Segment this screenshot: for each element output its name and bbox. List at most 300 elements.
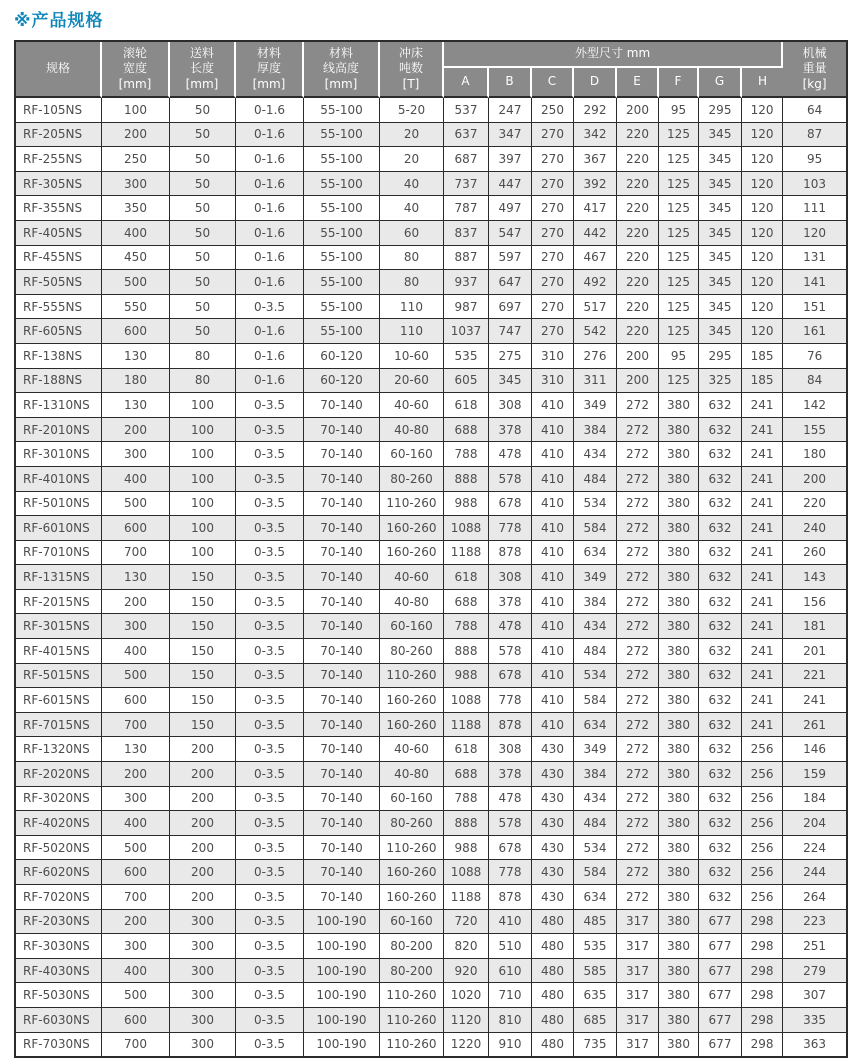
table-cell: 298 bbox=[742, 959, 783, 984]
table-cell: 430 bbox=[532, 885, 574, 910]
table-cell: 272 bbox=[617, 541, 659, 566]
table-cell: 250 bbox=[532, 98, 574, 123]
table-cell: 256 bbox=[742, 811, 783, 836]
table-cell: 0-3.5 bbox=[236, 860, 304, 885]
table-cell: 80-200 bbox=[380, 934, 444, 959]
table-cell: 480 bbox=[532, 983, 574, 1008]
table-cell: 585 bbox=[574, 959, 617, 984]
table-cell: 300 bbox=[170, 1008, 236, 1033]
table-cell: 125 bbox=[659, 246, 699, 271]
table-cell: 467 bbox=[574, 246, 617, 271]
table-cell: 810 bbox=[489, 1008, 532, 1033]
table-cell: 1088 bbox=[444, 516, 489, 541]
table-cell: 788 bbox=[444, 614, 489, 639]
spec-cell: RF-455NS bbox=[16, 246, 102, 271]
table-cell: 534 bbox=[574, 664, 617, 689]
table-cell: 260 bbox=[783, 541, 846, 566]
table-cell: 550 bbox=[102, 295, 170, 320]
table-cell: 220 bbox=[617, 295, 659, 320]
table-cell: 378 bbox=[489, 762, 532, 787]
table-cell: 300 bbox=[170, 983, 236, 1008]
table-cell: 410 bbox=[489, 910, 532, 935]
table-cell: 380 bbox=[659, 1033, 699, 1057]
table-cell: 270 bbox=[532, 172, 574, 197]
table-cell: 632 bbox=[699, 688, 742, 713]
table-cell: 647 bbox=[489, 270, 532, 295]
table-cell: 380 bbox=[659, 442, 699, 467]
table-cell: 0-3.5 bbox=[236, 737, 304, 762]
table-cell: 100-190 bbox=[304, 1008, 380, 1033]
table-row bbox=[16, 836, 846, 861]
table-cell: 300 bbox=[102, 442, 170, 467]
table-cell: 345 bbox=[489, 369, 532, 394]
table-cell: 400 bbox=[102, 639, 170, 664]
table-cell: 878 bbox=[489, 885, 532, 910]
table-cell: 272 bbox=[617, 639, 659, 664]
table-cell: 0-1.6 bbox=[236, 98, 304, 123]
table-row bbox=[16, 959, 846, 984]
table-cell: 380 bbox=[659, 1008, 699, 1033]
table-cell: 103 bbox=[783, 172, 846, 197]
table-cell: 70-140 bbox=[304, 664, 380, 689]
spec-cell: RF-505NS bbox=[16, 270, 102, 295]
table-cell: 60-160 bbox=[380, 787, 444, 812]
table-cell: 410 bbox=[532, 713, 574, 738]
table-cell: 349 bbox=[574, 737, 617, 762]
table-cell: 888 bbox=[444, 811, 489, 836]
table-cell: 380 bbox=[659, 541, 699, 566]
table-cell: 270 bbox=[532, 270, 574, 295]
table-cell: 272 bbox=[617, 393, 659, 418]
table-cell: 0-3.5 bbox=[236, 1033, 304, 1057]
table-cell: 1088 bbox=[444, 860, 489, 885]
table-cell: 95 bbox=[659, 344, 699, 369]
table-cell: 410 bbox=[532, 590, 574, 615]
table-cell: 270 bbox=[532, 196, 574, 221]
table-cell: 70-140 bbox=[304, 836, 380, 861]
table-cell: 632 bbox=[699, 811, 742, 836]
table-cell: 130 bbox=[102, 737, 170, 762]
table-cell: 410 bbox=[532, 418, 574, 443]
table-cell: 120 bbox=[742, 196, 783, 221]
table-cell: 632 bbox=[699, 713, 742, 738]
table-cell: 270 bbox=[532, 147, 574, 172]
table-cell: 70-140 bbox=[304, 590, 380, 615]
table-cell: 0-3.5 bbox=[236, 541, 304, 566]
table-cell: 200 bbox=[102, 418, 170, 443]
table-cell: 0-3.5 bbox=[236, 983, 304, 1008]
table-cell: 380 bbox=[659, 393, 699, 418]
table-cell: 272 bbox=[617, 836, 659, 861]
table-cell: 0-3.5 bbox=[236, 713, 304, 738]
table-cell: 380 bbox=[659, 590, 699, 615]
table-cell: 380 bbox=[659, 688, 699, 713]
spec-cell: RF-7020NS bbox=[16, 885, 102, 910]
table-cell: 788 bbox=[444, 442, 489, 467]
spec-cell: RF-4020NS bbox=[16, 811, 102, 836]
table-cell: 400 bbox=[102, 221, 170, 246]
table-cell: 677 bbox=[699, 934, 742, 959]
table-cell: 120 bbox=[742, 295, 783, 320]
table-cell: 380 bbox=[659, 467, 699, 492]
table-cell: 688 bbox=[444, 590, 489, 615]
table-cell: 95 bbox=[783, 147, 846, 172]
table-cell: 70-140 bbox=[304, 885, 380, 910]
table-cell: 345 bbox=[699, 196, 742, 221]
table-cell: 40-80 bbox=[380, 762, 444, 787]
table-cell: 0-3.5 bbox=[236, 885, 304, 910]
table-cell: 478 bbox=[489, 614, 532, 639]
table-cell: 50 bbox=[170, 295, 236, 320]
table-cell: 400 bbox=[102, 467, 170, 492]
table-cell: 241 bbox=[742, 688, 783, 713]
spec-cell: RF-355NS bbox=[16, 196, 102, 221]
table-cell: 156 bbox=[783, 590, 846, 615]
table-row bbox=[16, 516, 846, 541]
table-row bbox=[16, 737, 846, 762]
spec-cell: RF-605NS bbox=[16, 319, 102, 344]
header-cell-dim-a: A bbox=[444, 68, 489, 98]
table-cell: 220 bbox=[617, 196, 659, 221]
table-row bbox=[16, 590, 846, 615]
table-cell: 534 bbox=[574, 492, 617, 517]
table-cell: 0-1.6 bbox=[236, 221, 304, 246]
table-cell: 200 bbox=[617, 344, 659, 369]
table-cell: 888 bbox=[444, 467, 489, 492]
table-cell: 430 bbox=[532, 762, 574, 787]
table-cell: 270 bbox=[532, 246, 574, 271]
table-cell: 272 bbox=[617, 787, 659, 812]
table-cell: 410 bbox=[532, 565, 574, 590]
table-cell: 380 bbox=[659, 934, 699, 959]
table-cell: 223 bbox=[783, 910, 846, 935]
table-cell: 430 bbox=[532, 860, 574, 885]
table-cell: 40-60 bbox=[380, 393, 444, 418]
table-cell: 150 bbox=[170, 639, 236, 664]
table-row bbox=[16, 295, 846, 320]
table-cell: 159 bbox=[783, 762, 846, 787]
table-cell: 200 bbox=[170, 885, 236, 910]
product-spec-table bbox=[14, 40, 848, 1058]
table-cell: 700 bbox=[102, 713, 170, 738]
table-cell: 70-140 bbox=[304, 688, 380, 713]
table-cell: 0-1.6 bbox=[236, 123, 304, 148]
table-cell: 578 bbox=[489, 467, 532, 492]
spec-cell: RF-1315NS bbox=[16, 565, 102, 590]
table-cell: 185 bbox=[742, 369, 783, 394]
table-cell: 241 bbox=[742, 418, 783, 443]
table-cell: 0-3.5 bbox=[236, 1008, 304, 1033]
table-row bbox=[16, 664, 846, 689]
table-cell: 272 bbox=[617, 418, 659, 443]
table-cell: 600 bbox=[102, 860, 170, 885]
spec-cell: RF-3010NS bbox=[16, 442, 102, 467]
table-cell: 110 bbox=[380, 295, 444, 320]
table-cell: 80 bbox=[380, 270, 444, 295]
table-cell: 201 bbox=[783, 639, 846, 664]
table-cell: 50 bbox=[170, 172, 236, 197]
table-cell: 380 bbox=[659, 614, 699, 639]
table-cell: 224 bbox=[783, 836, 846, 861]
table-cell: 1120 bbox=[444, 1008, 489, 1033]
table-cell: 110-260 bbox=[380, 492, 444, 517]
table-cell: 380 bbox=[659, 811, 699, 836]
table-cell: 50 bbox=[170, 196, 236, 221]
table-cell: 300 bbox=[170, 959, 236, 984]
table-cell: 632 bbox=[699, 541, 742, 566]
table-cell: 100 bbox=[170, 492, 236, 517]
table-cell: 1088 bbox=[444, 688, 489, 713]
table-cell: 0-3.5 bbox=[236, 910, 304, 935]
table-cell: 256 bbox=[742, 860, 783, 885]
table-cell: 632 bbox=[699, 492, 742, 517]
table-cell: 160-260 bbox=[380, 541, 444, 566]
table-cell: 272 bbox=[617, 713, 659, 738]
header-cell-dim-c: C bbox=[532, 68, 574, 98]
table-cell: 200 bbox=[170, 737, 236, 762]
table-cell: 241 bbox=[742, 713, 783, 738]
table-cell: 632 bbox=[699, 418, 742, 443]
table-cell: 677 bbox=[699, 1033, 742, 1057]
table-cell: 256 bbox=[742, 885, 783, 910]
table-cell: 272 bbox=[617, 860, 659, 885]
table-cell: 70-140 bbox=[304, 787, 380, 812]
table-cell: 400 bbox=[102, 811, 170, 836]
table-cell: 241 bbox=[742, 541, 783, 566]
table-cell: 50 bbox=[170, 147, 236, 172]
table-cell: 392 bbox=[574, 172, 617, 197]
table-cell: 0-1.6 bbox=[236, 147, 304, 172]
table-cell: 110-260 bbox=[380, 1033, 444, 1057]
table-cell: 987 bbox=[444, 295, 489, 320]
table-cell: 632 bbox=[699, 737, 742, 762]
table-cell: 737 bbox=[444, 172, 489, 197]
table-cell: 510 bbox=[489, 934, 532, 959]
table-cell: 720 bbox=[444, 910, 489, 935]
spec-cell: RF-105NS bbox=[16, 98, 102, 123]
table-cell: 778 bbox=[489, 860, 532, 885]
table-cell: 241 bbox=[742, 639, 783, 664]
table-cell: 244 bbox=[783, 860, 846, 885]
table-cell: 220 bbox=[617, 221, 659, 246]
table-cell: 55-100 bbox=[304, 147, 380, 172]
table-cell: 345 bbox=[699, 270, 742, 295]
table-row bbox=[16, 369, 846, 394]
table-cell: 787 bbox=[444, 196, 489, 221]
table-cell: 584 bbox=[574, 688, 617, 713]
table-cell: 0-1.6 bbox=[236, 369, 304, 394]
table-cell: 125 bbox=[659, 147, 699, 172]
table-cell: 678 bbox=[489, 664, 532, 689]
spec-cell: RF-188NS bbox=[16, 369, 102, 394]
table-row bbox=[16, 713, 846, 738]
table-row bbox=[16, 811, 846, 836]
table-cell: 637 bbox=[444, 123, 489, 148]
table-cell: 605 bbox=[444, 369, 489, 394]
table-cell: 300 bbox=[102, 934, 170, 959]
table-cell: 492 bbox=[574, 270, 617, 295]
table-cell: 307 bbox=[783, 983, 846, 1008]
table-cell: 264 bbox=[783, 885, 846, 910]
table-cell: 300 bbox=[170, 934, 236, 959]
page-title: ※产品规格 bbox=[14, 11, 104, 31]
table-cell: 146 bbox=[783, 737, 846, 762]
table-cell: 272 bbox=[617, 590, 659, 615]
header-cell-dim-b: B bbox=[489, 68, 532, 98]
table-cell: 200 bbox=[170, 787, 236, 812]
table-row bbox=[16, 787, 846, 812]
table-cell: 688 bbox=[444, 418, 489, 443]
table-cell: 430 bbox=[532, 811, 574, 836]
table-cell: 349 bbox=[574, 565, 617, 590]
table-cell: 0-1.6 bbox=[236, 270, 304, 295]
table-cell: 64 bbox=[783, 98, 846, 123]
table-cell: 70-140 bbox=[304, 541, 380, 566]
header-cell-dim-g: G bbox=[699, 68, 742, 98]
spec-cell: RF-5020NS bbox=[16, 836, 102, 861]
table-cell: 125 bbox=[659, 270, 699, 295]
table-cell: 0-3.5 bbox=[236, 959, 304, 984]
table-cell: 60-120 bbox=[304, 344, 380, 369]
table-cell: 632 bbox=[699, 516, 742, 541]
table-cell: 200 bbox=[170, 860, 236, 885]
table-cell: 272 bbox=[617, 467, 659, 492]
table-cell: 632 bbox=[699, 787, 742, 812]
table-cell: 480 bbox=[532, 910, 574, 935]
header-cell-machine_weight: 机械 重量 [kg] bbox=[783, 42, 846, 98]
table-cell: 55-100 bbox=[304, 123, 380, 148]
table-cell: 100-190 bbox=[304, 959, 380, 984]
table-cell: 0-3.5 bbox=[236, 565, 304, 590]
table-row bbox=[16, 614, 846, 639]
table-row bbox=[16, 344, 846, 369]
table-cell: 308 bbox=[489, 737, 532, 762]
table-cell: 380 bbox=[659, 565, 699, 590]
table-row bbox=[16, 639, 846, 664]
table-cell: 378 bbox=[489, 590, 532, 615]
table-cell: 478 bbox=[489, 442, 532, 467]
table-cell: 120 bbox=[742, 319, 783, 344]
table-cell: 60-120 bbox=[304, 369, 380, 394]
table-cell: 150 bbox=[170, 590, 236, 615]
table-cell: 125 bbox=[659, 172, 699, 197]
table-cell: 778 bbox=[489, 688, 532, 713]
table-cell: 272 bbox=[617, 614, 659, 639]
table-cell: 110-260 bbox=[380, 836, 444, 861]
table-cell: 272 bbox=[617, 688, 659, 713]
table-row bbox=[16, 467, 846, 492]
table-row bbox=[16, 688, 846, 713]
table-cell: 500 bbox=[102, 270, 170, 295]
table-cell: 70-140 bbox=[304, 565, 380, 590]
table-cell: 241 bbox=[742, 516, 783, 541]
table-cell: 632 bbox=[699, 836, 742, 861]
header-cell-feed_length: 送料 长度 [mm] bbox=[170, 42, 236, 98]
table-cell: 430 bbox=[532, 836, 574, 861]
table-cell: 349 bbox=[574, 393, 617, 418]
spec-cell: RF-405NS bbox=[16, 221, 102, 246]
table-row bbox=[16, 98, 846, 123]
table-cell: 345 bbox=[699, 246, 742, 271]
table-cell: 537 bbox=[444, 98, 489, 123]
table-cell: 363 bbox=[803, 1037, 827, 1052]
table-cell: 100 bbox=[102, 98, 170, 123]
table-cell: 0-3.5 bbox=[236, 295, 304, 320]
table-cell: 497 bbox=[489, 196, 532, 221]
table-cell: 535 bbox=[574, 934, 617, 959]
table-cell: 241 bbox=[742, 442, 783, 467]
table-cell: 120 bbox=[742, 172, 783, 197]
table-cell: 298 bbox=[742, 983, 783, 1008]
spec-cell: RF-1320NS bbox=[16, 737, 102, 762]
table-cell: 270 bbox=[532, 319, 574, 344]
table-cell: 100-190 bbox=[304, 1033, 380, 1057]
spec-cell: RF-4010NS bbox=[16, 467, 102, 492]
table-cell: 384 bbox=[574, 590, 617, 615]
table-cell: 55-100 bbox=[304, 98, 380, 123]
table-cell: 95 bbox=[659, 98, 699, 123]
table-cell: 317 bbox=[617, 1033, 659, 1057]
table-cell: 677 bbox=[699, 910, 742, 935]
header-cell-dimension-group: 外型尺寸 mm bbox=[444, 42, 783, 68]
table-cell: 160-260 bbox=[380, 860, 444, 885]
header-cell-spec: 规格 bbox=[16, 42, 102, 98]
table-cell: 60-160 bbox=[380, 614, 444, 639]
table-cell: 261 bbox=[783, 713, 846, 738]
table-cell: 632 bbox=[699, 885, 742, 910]
table-cell: 241 bbox=[742, 565, 783, 590]
table-cell: 256 bbox=[742, 787, 783, 812]
table-cell: 110-260 bbox=[380, 983, 444, 1008]
table-cell: 410 bbox=[532, 639, 574, 664]
table-cell: 300 bbox=[170, 910, 236, 935]
table-cell: 300 bbox=[102, 787, 170, 812]
spec-cell: RF-138NS bbox=[16, 344, 102, 369]
table-cell: 380 bbox=[659, 983, 699, 1008]
header-cell-roller_width: 滚轮 宽度 [mm] bbox=[102, 42, 170, 98]
table-cell: 325 bbox=[699, 369, 742, 394]
table-cell: 40-80 bbox=[380, 590, 444, 615]
table-cell: 100-190 bbox=[304, 934, 380, 959]
table-cell: 125 bbox=[659, 221, 699, 246]
table-cell: 50 bbox=[170, 98, 236, 123]
table-row bbox=[16, 196, 846, 221]
table-cell: 300 bbox=[102, 614, 170, 639]
table-cell: 735 bbox=[574, 1033, 617, 1057]
spec-cell: RF-255NS bbox=[16, 147, 102, 172]
table-cell: 600 bbox=[102, 688, 170, 713]
table-cell: 20 bbox=[380, 123, 444, 148]
table-cell: 778 bbox=[489, 516, 532, 541]
table-cell: 542 bbox=[574, 319, 617, 344]
table-cell: 60 bbox=[380, 221, 444, 246]
table-cell: 272 bbox=[617, 885, 659, 910]
table-cell: 632 bbox=[699, 565, 742, 590]
table-cell: 634 bbox=[574, 713, 617, 738]
table-cell: 410 bbox=[532, 393, 574, 418]
table-cell: 380 bbox=[659, 737, 699, 762]
table-cell: 272 bbox=[617, 664, 659, 689]
table-cell: 1188 bbox=[444, 713, 489, 738]
table-cell: 0-3.5 bbox=[236, 442, 304, 467]
table-cell: 600 bbox=[102, 319, 170, 344]
table-cell: 130 bbox=[102, 393, 170, 418]
table-cell: 500 bbox=[102, 492, 170, 517]
table-cell: 298 bbox=[742, 910, 783, 935]
spec-cell: RF-7015NS bbox=[16, 713, 102, 738]
table-row bbox=[16, 910, 846, 935]
table-row bbox=[16, 885, 846, 910]
